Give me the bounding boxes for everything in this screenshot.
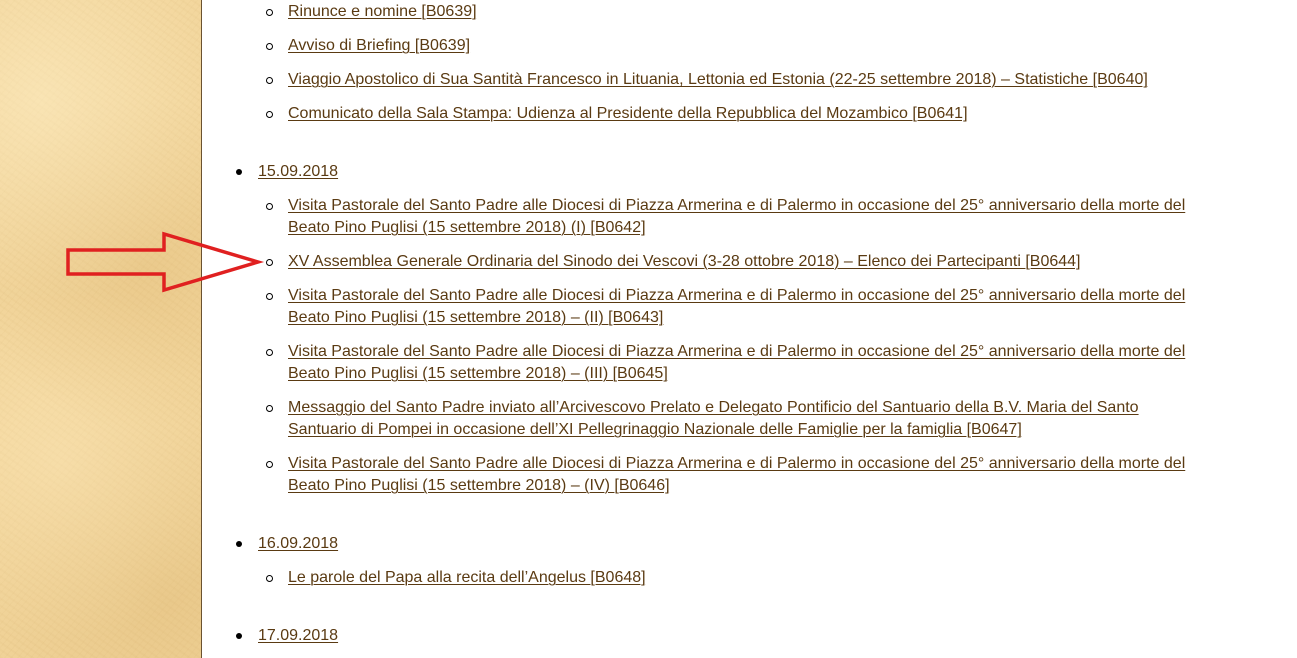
bulletin-list-item <box>288 341 1185 385</box>
circle-bullet-icon <box>266 259 273 266</box>
red-outline-arrow-right-icon <box>60 228 265 298</box>
content-area <box>202 0 1297 658</box>
bulletin-link[interactable] <box>288 197 1185 236</box>
link-text-line: Beato Pino Puglisi (15 settembre 2018) (I) [B0642] <box>288 219 646 236</box>
date-link[interactable] <box>258 627 338 644</box>
link-text-line: Messaggio del Santo Padre inviato all’Arcivescovo Prelato e Delegato Pontificio del Santuario della B.V. Maria del Santo <box>288 399 1139 416</box>
link-text-line: Visita Pastorale del Santo Padre alle Diocesi di Piazza Armerina e di Palermo in occasione del 25° anniversario della morte del <box>288 197 1186 214</box>
date-list-item <box>258 533 338 555</box>
bulletin-list-item <box>288 397 1139 441</box>
bulletin-list-item <box>288 251 1080 273</box>
circle-bullet-icon <box>266 43 273 50</box>
bulletin-link[interactable] <box>288 105 968 122</box>
link-text-line: 16.09.2018 <box>258 535 339 552</box>
link-text-line: Comunicato della Sala Stampa: Udienza al Presidente della Repubblica del Mozambico [B0641] <box>288 105 968 122</box>
circle-bullet-icon <box>266 9 273 16</box>
disc-bullet-icon <box>236 541 242 547</box>
disc-bullet-icon <box>236 633 242 639</box>
bulletin-link[interactable] <box>288 455 1185 494</box>
bulletin-list-item <box>288 453 1185 497</box>
link-text-line: XV Assemblea Generale Ordinaria del Sinodo dei Vescovi (3-28 ottobre 2018) – Elenco dei Partecipanti [B0644] <box>288 253 1081 270</box>
bulletin-link[interactable] <box>288 569 646 586</box>
link-text-line: Le parole del Papa alla recita dell’Angelus [B0648] <box>288 569 646 586</box>
link-text-line: Rinunce e nomine [B0639] <box>288 3 477 20</box>
bulletin-list-item <box>288 35 470 57</box>
circle-bullet-icon <box>266 293 273 300</box>
link-text-line: Visita Pastorale del Santo Padre alle Diocesi di Piazza Armerina e di Palermo in occasione del 25° anniversario della morte del <box>288 287 1186 304</box>
bulletin-list-item <box>288 195 1185 239</box>
link-text-line: Beato Pino Puglisi (15 settembre 2018) – (II) [B0643] <box>288 309 664 326</box>
bulletin-link[interactable] <box>288 253 1080 270</box>
link-text-line: Santuario di Pompei in occasione dell’XI Pellegrinaggio Nazionale delle Famiglie per la famiglia [B0647] <box>288 421 1022 438</box>
parchment-sidebar <box>0 0 202 658</box>
circle-bullet-icon <box>266 461 273 468</box>
link-text-line: Viaggio Apostolico di Sua Santità Francesco in Lituania, Lettonia ed Estonia (22-25 settembre 2018) – Statistiche [B0640] <box>288 71 1148 88</box>
bulletin-list-item <box>288 285 1185 329</box>
link-text-line: Visita Pastorale del Santo Padre alle Diocesi di Piazza Armerina e di Palermo in occasione del 25° anniversario della morte del <box>288 343 1186 360</box>
date-list-item <box>258 625 338 647</box>
bulletin-list-item <box>288 1 477 23</box>
link-text-line: Visita Pastorale del Santo Padre alle Diocesi di Piazza Armerina e di Palermo in occasione del 25° anniversario della morte del <box>288 455 1186 472</box>
circle-bullet-icon <box>266 77 273 84</box>
bulletin-link[interactable] <box>288 37 470 54</box>
circle-bullet-icon <box>266 575 273 582</box>
disc-bullet-icon <box>236 169 242 175</box>
bulletin-link[interactable] <box>288 71 1148 88</box>
bulletin-list-item <box>288 69 1148 91</box>
bulletin-list-item <box>288 567 646 589</box>
link-text-line: Avviso di Briefing [B0639] <box>288 37 471 54</box>
link-text-line: Beato Pino Puglisi (15 settembre 2018) – (IV) [B0646] <box>288 477 670 494</box>
date-list-item <box>258 161 338 183</box>
circle-bullet-icon <box>266 349 273 356</box>
circle-bullet-icon <box>266 203 273 210</box>
bulletin-list-item <box>288 103 968 125</box>
circle-bullet-icon <box>266 405 273 412</box>
circle-bullet-icon <box>266 111 273 118</box>
bulletin-link[interactable] <box>288 3 477 20</box>
date-link[interactable] <box>258 535 338 552</box>
link-text-line: 15.09.2018 <box>258 163 339 180</box>
bulletin-link[interactable] <box>288 399 1139 438</box>
bulletin-link[interactable] <box>288 287 1185 326</box>
link-text-line: Beato Pino Puglisi (15 settembre 2018) – (III) [B0645] <box>288 365 668 382</box>
bulletin-link[interactable] <box>288 343 1185 382</box>
date-link[interactable] <box>258 163 338 180</box>
link-text-line: 17.09.2018 <box>258 627 339 644</box>
